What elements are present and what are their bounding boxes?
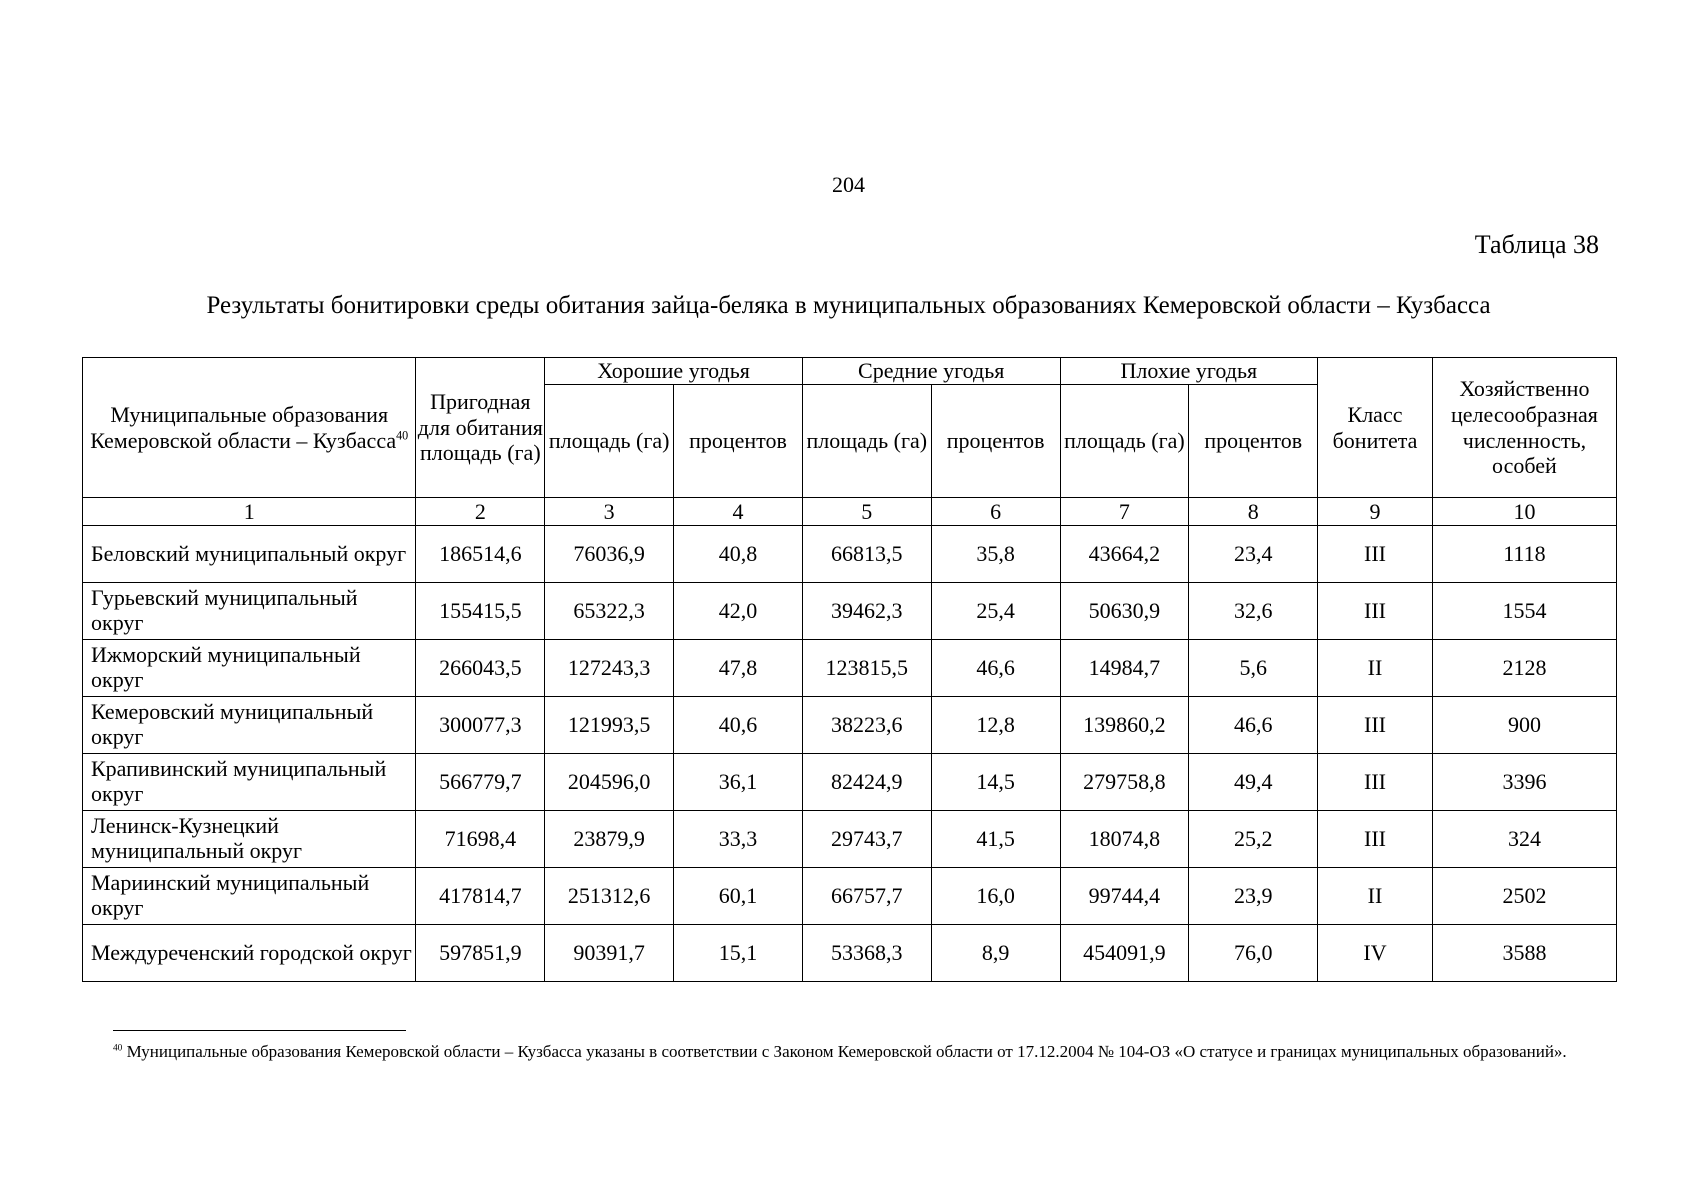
footnote [113, 1041, 1613, 1063]
suitable-area-cell: 155415,5 [416, 583, 545, 640]
medium-percent-cell: 35,8 [931, 526, 1060, 583]
medium-area-cell: 66757,7 [802, 868, 931, 925]
column-number: 7 [1060, 498, 1189, 526]
municipality-name: Мариинский муниципальный округ [83, 868, 416, 925]
suitable-area-cell: 300077,3 [416, 697, 545, 754]
suitable-area-cell: 597851,9 [416, 925, 545, 982]
abundance-cell: 1554 [1432, 583, 1616, 640]
table-row [83, 640, 1617, 697]
header-suitable-area: Пригодная для обитания площадь (га) [416, 358, 545, 498]
header-medium-percent: процентов [931, 385, 1060, 498]
column-number: 9 [1318, 498, 1433, 526]
municipality-name: Ижморский муниципальный округ [83, 640, 416, 697]
good-percent-cell: 60,1 [674, 868, 803, 925]
header-good-lands: Хорошие угодья [545, 358, 803, 385]
page-number: 204 [832, 172, 865, 197]
poor-percent-cell: 25,2 [1189, 811, 1318, 868]
column-number: 3 [545, 498, 674, 526]
municipality-name: Междуреченский городской округ [83, 925, 416, 982]
bonitet-class-cell: IV [1318, 925, 1433, 982]
bonitet-class-cell: III [1318, 583, 1433, 640]
column-number: 4 [674, 498, 803, 526]
abundance-cell: 324 [1432, 811, 1616, 868]
header-class: Класс бонитета [1318, 358, 1433, 498]
good-area-cell: 65322,3 [545, 583, 674, 640]
bonitet-class-cell: II [1318, 640, 1433, 697]
good-area-cell: 127243,3 [545, 640, 674, 697]
good-area-cell: 23879,9 [545, 811, 674, 868]
good-area-cell: 121993,5 [545, 697, 674, 754]
bonitet-table [82, 357, 1617, 982]
poor-percent-cell: 5,6 [1189, 640, 1318, 697]
good-area-cell: 76036,9 [545, 526, 674, 583]
table-row [83, 697, 1617, 754]
table-row [83, 868, 1617, 925]
medium-area-cell: 53368,3 [802, 925, 931, 982]
poor-area-cell: 279758,8 [1060, 754, 1189, 811]
poor-area-cell: 18074,8 [1060, 811, 1189, 868]
municipality-name: Крапивинский муниципальный округ [83, 754, 416, 811]
medium-area-cell: 123815,5 [802, 640, 931, 697]
poor-percent-cell: 49,4 [1189, 754, 1318, 811]
header-poor-area: площадь (га) [1060, 385, 1189, 498]
medium-percent-cell: 8,9 [931, 925, 1060, 982]
poor-percent-cell: 32,6 [1189, 583, 1318, 640]
medium-area-cell: 82424,9 [802, 754, 931, 811]
header-good-area: площадь (га) [545, 385, 674, 498]
medium-area-cell: 39462,3 [802, 583, 931, 640]
poor-area-cell: 14984,7 [1060, 640, 1189, 697]
medium-percent-cell: 12,8 [931, 697, 1060, 754]
footnote-divider [113, 1030, 406, 1031]
suitable-area-cell: 266043,5 [416, 640, 545, 697]
table-row [83, 925, 1617, 982]
suitable-area-cell: 417814,7 [416, 868, 545, 925]
good-area-cell: 251312,6 [545, 868, 674, 925]
good-percent-cell: 15,1 [674, 925, 803, 982]
abundance-cell: 3396 [1432, 754, 1616, 811]
good-percent-cell: 33,3 [674, 811, 803, 868]
poor-area-cell: 139860,2 [1060, 697, 1189, 754]
poor-area-cell: 50630,9 [1060, 583, 1189, 640]
footnote-text: Муниципальные образования Кемеровской области – Кузбасса указаны в соответствии с Законом Кемеровской области от 17.12.2004 № 104-ОЗ «О статусе и границах муниципальных образований». [126, 1042, 1567, 1061]
header-abundance: Хозяйственно целесообразная численность, особей [1432, 358, 1616, 498]
header-medium-lands: Средние угодья [802, 358, 1060, 385]
suitable-area-cell: 71698,4 [416, 811, 545, 868]
bonitet-class-cell: III [1318, 754, 1433, 811]
poor-percent-cell: 23,4 [1189, 526, 1318, 583]
suitable-area-cell: 566779,7 [416, 754, 545, 811]
good-percent-cell: 47,8 [674, 640, 803, 697]
table-title: Результаты бонитировки среды обитания зайца-беляка в муниципальных образованиях Кемеровской области – Кузбасса [206, 292, 1491, 319]
table-row [83, 754, 1617, 811]
poor-area-cell: 43664,2 [1060, 526, 1189, 583]
bonitet-class-cell: III [1318, 811, 1433, 868]
medium-percent-cell: 16,0 [931, 868, 1060, 925]
column-number: 6 [931, 498, 1060, 526]
header-medium-area: площадь (га) [802, 385, 931, 498]
medium-area-cell: 38223,6 [802, 697, 931, 754]
suitable-area-cell: 186514,6 [416, 526, 545, 583]
column-number: 8 [1189, 498, 1318, 526]
medium-percent-cell: 25,4 [931, 583, 1060, 640]
good-percent-cell: 40,6 [674, 697, 803, 754]
bonitet-class-cell: II [1318, 868, 1433, 925]
abundance-cell: 2128 [1432, 640, 1616, 697]
column-number: 5 [802, 498, 931, 526]
poor-percent-cell: 76,0 [1189, 925, 1318, 982]
municipality-name: Гурьевский муниципальный округ [83, 583, 416, 640]
header-municipal: Муниципальные образования Кемеровской области – Кузбасса$^{40}$ [83, 358, 416, 498]
municipality-name: Кемеровский муниципальный округ [83, 697, 416, 754]
good-percent-cell: 42,0 [674, 583, 803, 640]
footnote-ref: 40 [396, 428, 409, 443]
abundance-cell: 2502 [1432, 868, 1616, 925]
column-number: 1 [83, 498, 416, 526]
column-number: 10 [1432, 498, 1616, 526]
header-poor-percent: процентов [1189, 385, 1318, 498]
table-body [83, 526, 1617, 982]
bonitet-class-cell: III [1318, 697, 1433, 754]
municipality-name: Ленинск-Кузнецкий муниципальный округ [83, 811, 416, 868]
good-area-cell: 204596,0 [545, 754, 674, 811]
table-label: Таблица 38 [1474, 230, 1599, 259]
table-row [83, 526, 1617, 583]
good-area-cell: 90391,7 [545, 925, 674, 982]
poor-percent-cell: 23,9 [1189, 868, 1318, 925]
abundance-cell: 900 [1432, 697, 1616, 754]
poor-percent-cell: 46,6 [1189, 697, 1318, 754]
header-poor-lands: Плохие угодья [1060, 358, 1318, 385]
header-good-percent: процентов [674, 385, 803, 498]
medium-area-cell: 66813,5 [802, 526, 931, 583]
medium-percent-cell: 46,6 [931, 640, 1060, 697]
abundance-cell: 3588 [1432, 925, 1616, 982]
medium-percent-cell: 41,5 [931, 811, 1060, 868]
table-row [83, 811, 1617, 868]
column-number: 2 [416, 498, 545, 526]
municipality-name: Беловский муниципальный округ [83, 526, 416, 583]
footnote-marker: 40 [113, 1043, 123, 1054]
medium-area-cell: 29743,7 [802, 811, 931, 868]
bonitet-class-cell: III [1318, 526, 1433, 583]
poor-area-cell: 99744,4 [1060, 868, 1189, 925]
good-percent-cell: 36,1 [674, 754, 803, 811]
table-row [83, 583, 1617, 640]
abundance-cell: 1118 [1432, 526, 1616, 583]
medium-percent-cell: 14,5 [931, 754, 1060, 811]
good-percent-cell: 40,8 [674, 526, 803, 583]
poor-area-cell: 454091,9 [1060, 925, 1189, 982]
